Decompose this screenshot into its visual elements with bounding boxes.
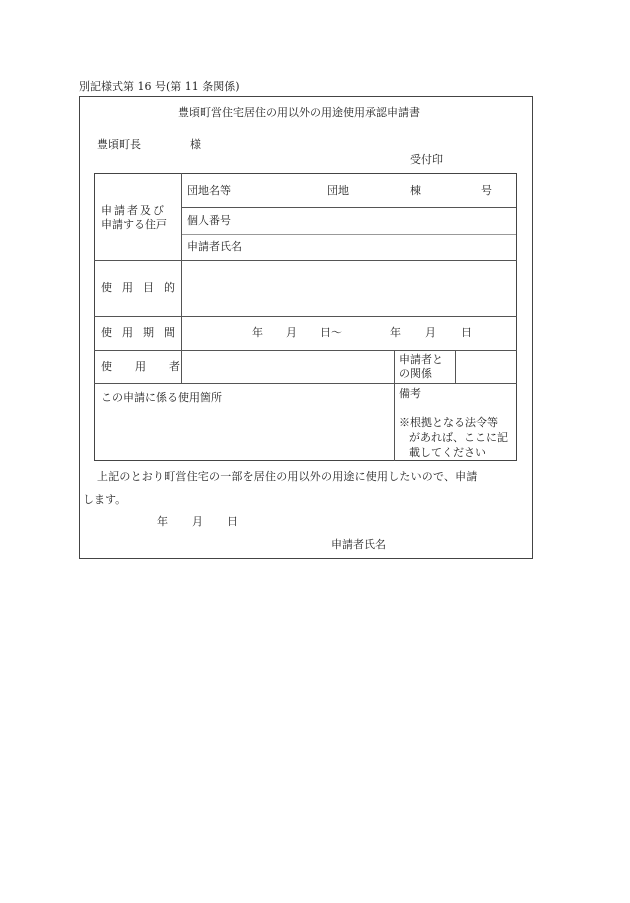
remarks-note: があれば、ここに記: [409, 431, 508, 444]
location-label: この申請に係る使用箇所: [101, 391, 222, 404]
period-to-month: 月: [425, 326, 436, 339]
complex-name-label: 団地名等: [187, 184, 231, 197]
column-divider: [394, 350, 395, 461]
date-month: 月: [192, 515, 203, 528]
remarks-note: ※根拠となる法令等: [399, 416, 498, 429]
row-divider: [94, 316, 517, 317]
addressee-honorific: 様: [190, 138, 201, 151]
period-to-year: 年: [390, 326, 401, 339]
building-label: 棟: [410, 184, 421, 197]
signature-label: 申請者氏名: [331, 538, 386, 551]
remarks-note: 載してください: [409, 446, 486, 459]
personal-number-label: 個人番号: [187, 214, 231, 227]
relation-label: の関係: [399, 367, 432, 380]
user-label: 使用者: [101, 360, 203, 373]
unit-number-label: 号: [481, 184, 492, 197]
period-from-month: 月: [286, 326, 297, 339]
form-title: 豊頃町営住宅居住の用以外の用途使用承認申請書: [178, 106, 420, 119]
date-day: 日: [227, 515, 238, 528]
period-to-day: 日: [461, 326, 472, 339]
row-divider: [94, 260, 517, 261]
period-from-day: 日〜: [320, 326, 342, 339]
statement-text: します。: [83, 493, 127, 506]
applicant-name-label: 申請者氏名: [187, 240, 242, 253]
applicant-section-label: 申請する住戸: [101, 218, 167, 231]
purpose-label: 使用目的: [101, 281, 185, 294]
danchi-label: 団地: [327, 184, 349, 197]
reception-stamp-label: 受付印: [410, 153, 443, 166]
remarks-label: 備考: [399, 387, 421, 400]
addressee-name: 豊頃町長: [97, 138, 141, 151]
column-divider: [455, 350, 456, 384]
row-divider: [181, 234, 516, 235]
period-from-year: 年: [252, 326, 263, 339]
form-number: 別記様式第 16 号(第 11 条関係): [79, 80, 240, 93]
column-divider: [181, 173, 182, 384]
date-year: 年: [157, 515, 168, 528]
statement-text: 上記のとおり町営住宅の一部を居住の用以外の用途に使用したいので、申請: [97, 470, 478, 483]
row-divider: [94, 350, 517, 351]
applicant-section-label: 申請者及び: [101, 204, 166, 217]
row-divider: [181, 207, 516, 208]
period-label: 使用期間: [101, 326, 185, 339]
row-divider: [94, 383, 517, 384]
relation-label: 申請者と: [399, 353, 443, 366]
